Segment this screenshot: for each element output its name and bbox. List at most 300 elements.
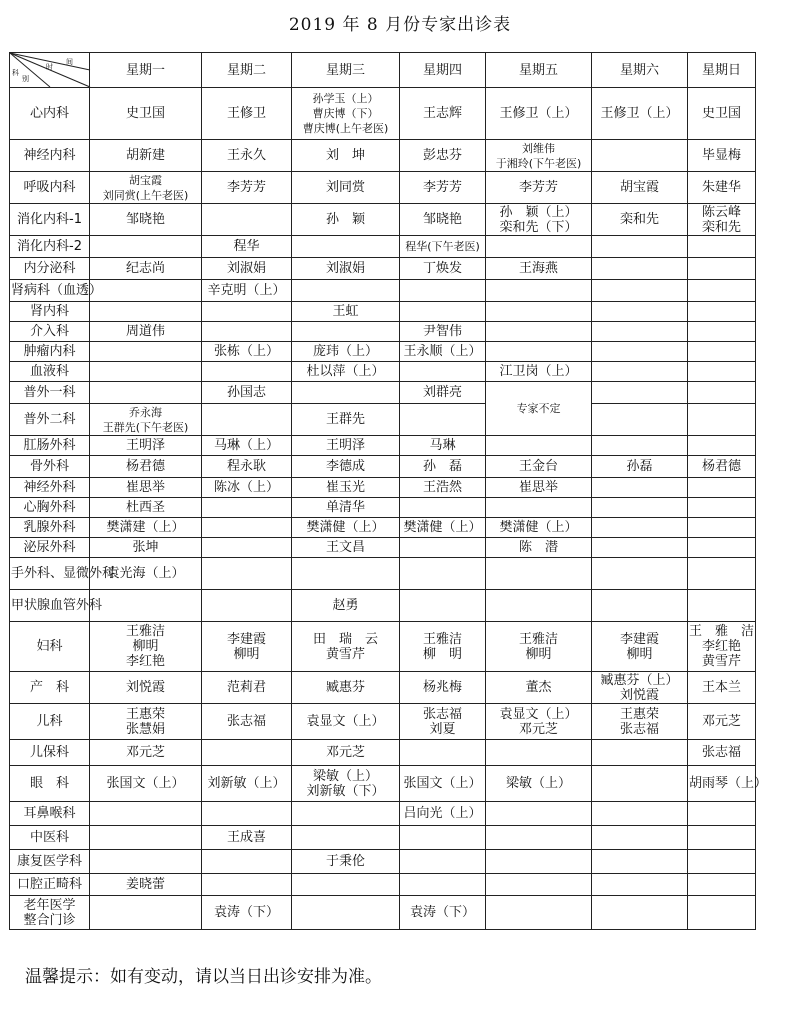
schedule-cell <box>400 280 486 302</box>
cell-text: 王惠荣 <box>125 706 165 722</box>
table-row <box>10 404 756 436</box>
cell-text: 儿科 <box>36 714 63 729</box>
schedule-cell <box>202 436 292 456</box>
cell-text: 胡宝霞 <box>129 173 162 187</box>
schedule-cell <box>486 236 592 258</box>
cell-text: 杜以萍（上） <box>306 364 385 379</box>
cell-text: 邓元芝 <box>518 721 558 737</box>
department-cell <box>10 362 90 382</box>
cell-text: 王成喜 <box>226 830 266 845</box>
schedule-cell <box>486 456 592 478</box>
schedule-cell <box>202 896 292 930</box>
department-cell <box>10 258 90 280</box>
cell-text: 梁敏（上） <box>312 768 378 784</box>
schedule-cell <box>90 140 202 172</box>
cell-text: 王修卫（上） <box>600 106 679 121</box>
cell-text: 肿瘤内科 <box>23 344 76 359</box>
schedule-cell <box>400 590 486 622</box>
schedule-cell <box>202 382 292 404</box>
schedule-cell <box>592 826 688 850</box>
schedule-cell <box>592 140 688 172</box>
cell-text: 毕显梅 <box>701 148 741 163</box>
cell-text: 梁敏（上） <box>505 776 571 791</box>
table-row <box>10 896 756 930</box>
cell-text: 范莉君 <box>226 680 266 695</box>
table-row <box>10 236 756 258</box>
schedule-cell <box>400 88 486 140</box>
schedule-cell <box>486 88 592 140</box>
schedule-cell <box>292 478 400 498</box>
schedule-cell <box>202 456 292 478</box>
schedule-cell <box>292 518 400 538</box>
schedule-cell <box>486 436 592 456</box>
schedule-cell <box>292 850 400 874</box>
table-row <box>10 558 756 590</box>
department-cell <box>10 436 90 456</box>
schedule-cell <box>688 478 756 498</box>
cell-text: 孙 颖 <box>325 212 365 227</box>
schedule-cell <box>486 826 592 850</box>
cell-text: 李德成 <box>325 459 365 474</box>
schedule-cell <box>688 802 756 826</box>
department-cell <box>10 558 116 590</box>
cell-text: 陈云峰 <box>701 204 741 220</box>
cell-text: 刘新敏（下） <box>306 783 385 799</box>
cell-text: 刘维伟 <box>522 141 555 155</box>
cell-text: 邓元芝 <box>325 745 365 760</box>
cell-text: 程华(下午老医) <box>405 240 480 253</box>
schedule-cell <box>486 874 592 896</box>
cell-text: 马琳（上） <box>213 438 279 453</box>
cell-text: 康复医学科 <box>16 854 82 869</box>
schedule-cell <box>292 258 400 280</box>
cell-text: 于秉伦 <box>325 854 365 869</box>
schedule-cell <box>292 88 400 140</box>
schedule-cell <box>486 258 592 280</box>
cell-text: 张栋（上） <box>213 344 279 359</box>
schedule-cell <box>400 826 486 850</box>
schedule-cell <box>688 280 756 302</box>
cell-text: 丁焕发 <box>422 261 462 276</box>
cell-text: 胡雨琴（上） <box>689 776 768 791</box>
schedule-cell <box>486 362 592 382</box>
corner-label: 时 <box>46 63 53 71</box>
cell-text: 杜西圣 <box>125 500 165 515</box>
schedule-cell <box>592 478 688 498</box>
cell-text: 王修卫（上） <box>499 106 578 121</box>
schedule-cell <box>400 672 486 704</box>
schedule-cell <box>400 740 486 766</box>
schedule-cell <box>292 740 400 766</box>
cell-text: 柳 明 <box>422 646 462 662</box>
table-row <box>10 538 756 558</box>
schedule-cell <box>486 590 592 622</box>
cell-text: 乳腺外科 <box>23 520 76 535</box>
header-row <box>10 53 756 88</box>
cell-text: 邹晓艳 <box>422 212 462 227</box>
cell-text: 消化内科-2 <box>17 239 82 254</box>
schedule-cell <box>292 172 400 204</box>
schedule-cell <box>90 622 202 672</box>
schedule-cell <box>400 382 486 404</box>
cell-text: 王永久 <box>226 148 266 163</box>
schedule-cell <box>688 382 756 404</box>
cell-text: 孙 颖（上） <box>499 204 578 220</box>
schedule-cell <box>400 558 486 590</box>
schedule-cell <box>90 850 202 874</box>
weekday-header: 星期六 <box>592 53 688 88</box>
schedule-cell <box>688 704 756 740</box>
department-cell <box>10 672 90 704</box>
schedule-cell <box>202 874 292 896</box>
cell-text: 柳明 <box>132 639 159 654</box>
schedule-cell <box>486 538 592 558</box>
cell-text: 崔玉光 <box>325 480 365 495</box>
schedule-cell <box>400 342 486 362</box>
cell-text: 朱建华 <box>701 180 741 195</box>
department-cell <box>10 404 90 436</box>
schedule-cell <box>292 672 400 704</box>
schedule-cell <box>592 740 688 766</box>
cell-text: 眼 科 <box>29 776 69 791</box>
schedule-cell <box>486 622 592 672</box>
cell-text: 神经外科 <box>23 480 76 495</box>
schedule-cell <box>202 826 292 850</box>
cell-text: 王文昌 <box>325 540 365 555</box>
schedule-cell <box>90 172 202 204</box>
schedule-cell <box>202 404 292 436</box>
schedule-cell <box>292 896 400 930</box>
cell-text: 彭忠芬 <box>422 148 462 163</box>
schedule-cell <box>90 342 202 362</box>
cell-text: 赵勇 <box>332 598 359 613</box>
table-row <box>10 498 756 518</box>
schedule-cell <box>400 896 486 930</box>
cell-text: 李红艳 <box>125 654 165 669</box>
cell-text: 崔思举 <box>518 480 558 495</box>
schedule-cell <box>592 896 688 930</box>
cell-text: 李芳芳 <box>226 180 266 195</box>
schedule-cell <box>292 538 400 558</box>
schedule-cell <box>592 538 688 558</box>
table-row <box>10 382 756 404</box>
table-row <box>10 436 756 456</box>
table-row <box>10 478 756 498</box>
schedule-body <box>10 88 768 930</box>
schedule-cell <box>292 342 400 362</box>
cell-text: 黄雪芹 <box>325 646 365 662</box>
cell-text: 栾和先（下） <box>499 219 578 235</box>
cell-text: 纪志尚 <box>125 261 165 276</box>
cell-text: 樊潇健（上） <box>499 520 578 535</box>
schedule-cell <box>90 558 202 590</box>
schedule-cell <box>400 850 486 874</box>
cell-text: 肛肠外科 <box>23 438 76 453</box>
schedule-cell <box>486 322 592 342</box>
table-row <box>10 322 756 342</box>
table-row <box>10 622 756 672</box>
schedule-cell <box>90 88 202 140</box>
cell-text: 柳明 <box>525 646 552 662</box>
schedule-cell <box>202 258 292 280</box>
department-cell <box>10 204 90 236</box>
cell-text: 樊潇建（上） <box>106 520 185 535</box>
weekday-header: 星期二 <box>202 53 292 88</box>
department-cell <box>10 456 90 478</box>
table-row <box>10 362 756 382</box>
schedule-cell <box>202 140 292 172</box>
cell-text: 袁显文（上） <box>306 714 385 729</box>
table-row <box>10 342 756 362</box>
schedule-cell <box>592 436 688 456</box>
department-cell <box>10 342 90 362</box>
schedule-cell <box>90 826 202 850</box>
cell-text: 程永耿 <box>226 459 266 474</box>
schedule-cell <box>202 538 292 558</box>
weekday-header: 星期一 <box>90 53 202 88</box>
schedule-cell <box>90 704 202 740</box>
schedule-cell <box>90 590 202 622</box>
schedule-cell <box>202 280 292 302</box>
table-row <box>10 802 756 826</box>
cell-text: 刘群亮 <box>422 385 462 400</box>
cell-text: 樊潇健（上） <box>403 520 482 535</box>
department-cell <box>10 382 90 404</box>
cell-text: 李建霞 <box>619 631 659 647</box>
cell-text: 刘同赏(上午老医) <box>102 188 189 202</box>
schedule-cell <box>592 172 688 204</box>
cell-text: 曹庆博(上午老医) <box>302 122 389 135</box>
corner-label: 别 <box>22 75 29 83</box>
schedule-cell <box>688 672 756 704</box>
cell-text: 胡宝霞 <box>619 180 659 195</box>
schedule-cell <box>688 826 756 850</box>
schedule-cell <box>90 322 202 342</box>
schedule-cell <box>202 342 292 362</box>
cell-text: 呼吸内科 <box>23 180 76 195</box>
schedule-cell <box>486 382 592 436</box>
cell-text: 王惠荣 <box>619 706 659 722</box>
cell-text: 王雅洁 <box>422 631 462 647</box>
schedule-cell <box>292 236 400 258</box>
cell-text: 手外科、显微外科 <box>11 566 116 581</box>
schedule-cell <box>292 280 400 302</box>
cell-text: 江卫岗（上） <box>499 364 578 379</box>
schedule-cell <box>688 518 756 538</box>
cell-text: 老年医学 <box>23 897 76 913</box>
schedule-cell <box>292 436 400 456</box>
cell-text: 袁光海（上） <box>106 566 185 581</box>
cell-text: 介入科 <box>29 324 69 339</box>
cell-text: 孙 磊 <box>422 459 462 474</box>
cell-text: 袁涛（下） <box>409 905 475 920</box>
schedule-cell <box>202 704 292 740</box>
cell-text: 袁涛（下） <box>213 905 279 920</box>
weekday-header: 星期四 <box>400 53 486 88</box>
schedule-cell <box>400 204 486 236</box>
schedule-cell <box>90 404 202 436</box>
cell-text: 神经内科 <box>23 148 76 163</box>
cell-text: 史卫国 <box>701 106 741 121</box>
schedule-cell <box>292 404 400 436</box>
cell-text: 心胸外科 <box>23 500 76 515</box>
schedule-cell <box>292 498 400 518</box>
cell-text: 董杰 <box>525 680 552 695</box>
department-cell <box>10 322 90 342</box>
schedule-cell <box>592 802 688 826</box>
schedule-cell <box>202 740 292 766</box>
department-cell <box>10 590 103 622</box>
cell-text: 王本兰 <box>701 680 741 695</box>
schedule-cell <box>592 518 688 538</box>
cell-text: 杨兆梅 <box>422 680 462 695</box>
cell-text: 泌尿外科 <box>23 540 76 555</box>
cell-text: 辛克明（上） <box>207 283 286 298</box>
department-cell <box>10 850 90 874</box>
cell-text: 邓元芝 <box>125 745 165 760</box>
schedule-cell <box>400 404 486 436</box>
cell-text: 黄雪芹 <box>701 654 741 669</box>
schedule-cell <box>202 88 292 140</box>
cell-text: 栾和先 <box>701 219 741 235</box>
cell-text: 刘新敏（上） <box>207 776 286 791</box>
schedule-cell <box>400 362 486 382</box>
cell-text: 甲状腺血管外科 <box>11 598 103 613</box>
cell-text: 中医科 <box>29 830 69 845</box>
cell-text: 刘同赏 <box>325 180 365 195</box>
schedule-cell <box>202 172 292 204</box>
department-cell <box>10 518 90 538</box>
cell-text: 田 瑞 云 <box>312 631 378 647</box>
schedule-cell <box>202 672 292 704</box>
schedule-cell <box>592 362 688 382</box>
schedule-cell <box>486 802 592 826</box>
cell-text: 耳鼻喉科 <box>23 806 76 821</box>
cell-text: 内分泌科 <box>23 261 76 276</box>
schedule-cell <box>400 498 486 518</box>
table-row <box>10 590 756 622</box>
cell-text: 庞玮（上） <box>312 344 378 359</box>
corner-label: 科 <box>12 69 19 77</box>
schedule-cell <box>202 590 292 622</box>
cell-text: 姜晓蕾 <box>125 877 165 892</box>
schedule-cell <box>90 456 202 478</box>
corner-label: 间 <box>66 58 73 66</box>
schedule-cell <box>486 766 592 802</box>
cell-text: 程华 <box>233 239 260 254</box>
schedule-cell <box>592 88 688 140</box>
cell-text: 臧惠芬 <box>325 680 365 695</box>
cell-text: 张志福 <box>226 714 266 729</box>
department-cell <box>10 280 103 302</box>
cell-text: 柳明 <box>233 646 260 662</box>
cell-text: 口腔正畸科 <box>16 877 82 892</box>
schedule-cell <box>592 204 688 236</box>
schedule-cell <box>90 766 202 802</box>
department-cell <box>10 172 90 204</box>
cell-text: 妇科 <box>36 639 63 654</box>
cell-text: 张慧娟 <box>125 721 165 737</box>
cell-text: 单清华 <box>325 500 365 515</box>
schedule-cell <box>90 538 202 558</box>
schedule-cell <box>400 436 486 456</box>
schedule-cell <box>202 518 292 538</box>
table-row <box>10 88 756 140</box>
schedule-cell <box>292 826 400 850</box>
cell-text: 刘悦霞 <box>125 680 165 695</box>
cell-text: 刘悦霞 <box>619 687 659 703</box>
schedule-cell <box>90 204 202 236</box>
table-row <box>10 258 756 280</box>
schedule-cell <box>592 704 688 740</box>
cell-text: 刘淑娟 <box>226 261 266 276</box>
cell-text: 儿保科 <box>29 745 69 760</box>
schedule-cell <box>400 258 486 280</box>
schedule-cell <box>688 558 756 590</box>
table-row <box>10 740 756 766</box>
schedule-cell <box>292 622 400 672</box>
cell-text: 王修卫 <box>226 106 266 121</box>
cell-text: 曹庆博（下） <box>312 107 379 120</box>
schedule-cell <box>90 498 202 518</box>
cell-text: 王明泽 <box>325 438 365 453</box>
department-cell <box>10 302 90 322</box>
schedule-cell <box>592 382 688 404</box>
table-row <box>10 172 756 204</box>
cell-text: 孙磊 <box>626 459 653 474</box>
department-cell <box>10 88 90 140</box>
cell-text: 樊潇健（上） <box>306 520 385 535</box>
schedule-cell <box>592 766 688 802</box>
cell-text: 王明泽 <box>125 438 165 453</box>
schedule-cell <box>292 874 400 896</box>
schedule-cell <box>486 672 592 704</box>
department-cell <box>10 802 90 826</box>
schedule-cell <box>90 236 202 258</box>
schedule-cell <box>486 280 592 302</box>
schedule-cell <box>90 802 202 826</box>
cell-text: 李建霞 <box>226 631 266 647</box>
schedule-cell <box>292 704 400 740</box>
cell-text: 史卫国 <box>125 106 165 121</box>
schedule-cell <box>400 874 486 896</box>
weekday-header: 星期日 <box>688 53 756 88</box>
cell-text: 邓元芝 <box>701 714 741 729</box>
cell-text: 王金台 <box>518 459 558 474</box>
cell-text: 王海燕 <box>518 261 558 276</box>
cell-text: 孙国志 <box>226 385 266 400</box>
schedule-cell <box>486 478 592 498</box>
schedule-cell <box>486 302 592 322</box>
cell-text: 袁显文（上） <box>499 706 578 722</box>
schedule-cell <box>486 704 592 740</box>
schedule-cell <box>292 204 400 236</box>
cell-text: 吕向光（上） <box>403 806 482 821</box>
table-row <box>10 140 756 172</box>
cell-text: 杨君德 <box>125 459 165 474</box>
schedule-cell <box>688 874 756 896</box>
schedule-cell <box>688 236 756 258</box>
schedule-table <box>9 52 768 930</box>
cell-text: 普外一科 <box>23 385 76 400</box>
cell-text: 尹智伟 <box>422 324 462 339</box>
schedule-cell <box>90 436 202 456</box>
schedule-cell <box>90 896 202 930</box>
schedule-cell <box>486 558 592 590</box>
cell-text: 王雅洁 <box>518 631 558 647</box>
schedule-cell <box>90 672 202 704</box>
schedule-cell <box>292 302 400 322</box>
